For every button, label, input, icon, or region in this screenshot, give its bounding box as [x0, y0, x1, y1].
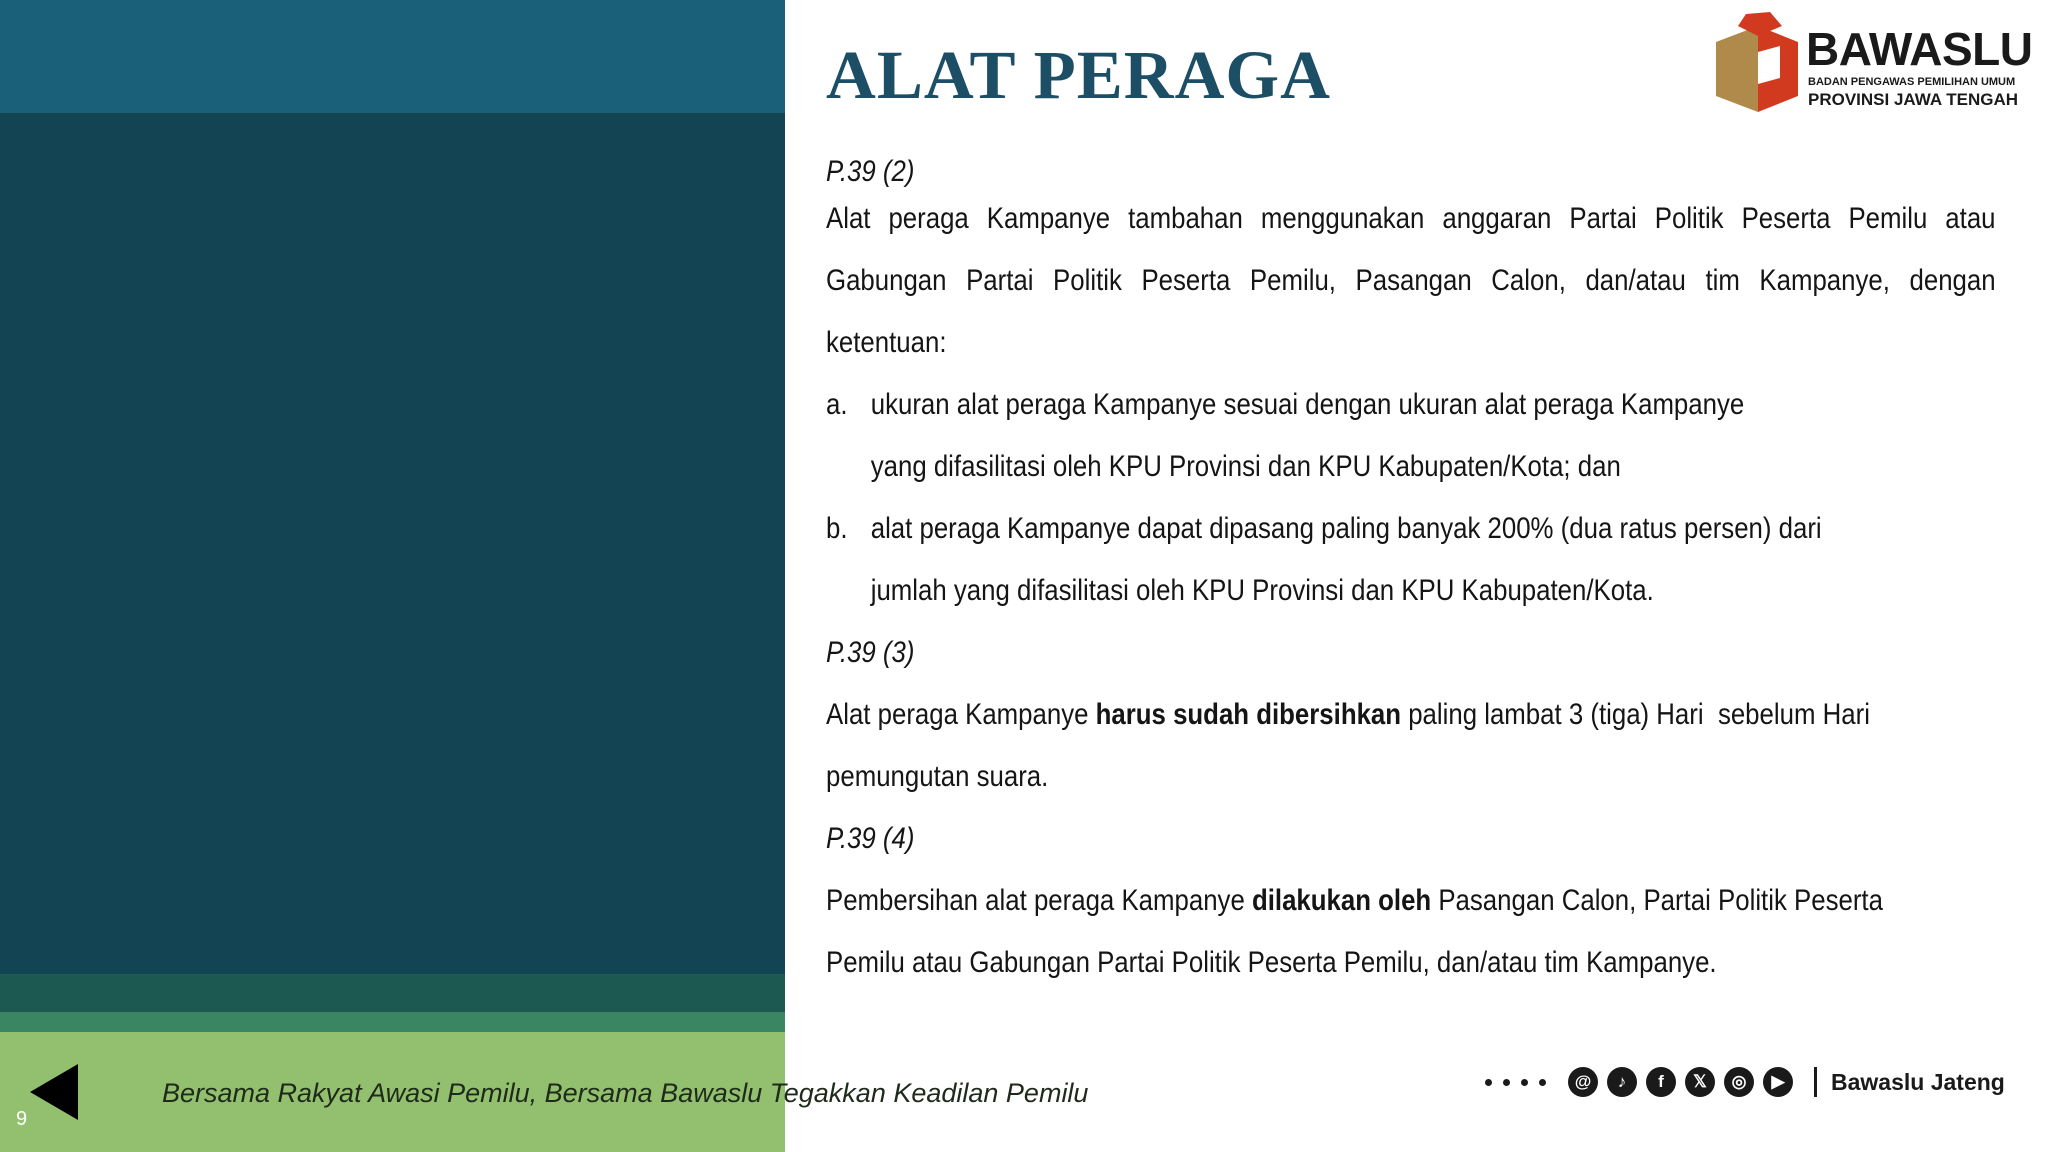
paragraph-line-justified: [826, 199, 1996, 239]
dot: [1503, 1079, 1510, 1086]
word: Gabungan: [826, 264, 947, 297]
paragraph-line: ketentuan:: [826, 326, 947, 359]
left-panel-main: [0, 113, 785, 974]
word: menggunakan: [1260, 202, 1425, 235]
word: dan/atau: [1585, 264, 1686, 297]
paragraph-text: paling lambat 3 (tiga) Hari sebelum Hari: [1401, 698, 1870, 731]
paragraph-text: Alat peraga Kampanye: [826, 698, 1096, 731]
footer-tagline: Bersama Rakyat Awasi Pemilu, Bersama Bawaslu Tegakkan Keadilan Pemilu: [162, 1078, 1089, 1108]
article-ref-39-4: P.39 (4): [826, 822, 915, 855]
word: Pemilu: [1848, 202, 1928, 235]
list-item-text: yang difasilitasi oleh KPU Provinsi dan KPU Kabupaten/Kota; dan: [870, 450, 1621, 483]
word: atau: [1945, 202, 1996, 235]
word: tim: [1705, 264, 1740, 297]
list-item-text: ukuran alat peraga Kampanye sesuai dengan ukuran alat peraga Kampanye: [870, 388, 1745, 421]
word: Alat: [826, 202, 871, 235]
word: dengan: [1909, 264, 1996, 297]
decorative-dots: [1485, 1079, 1546, 1086]
paragraph-text: Pembersihan alat peraga Kampanye: [826, 884, 1252, 917]
article-ref-39-2: P.39 (2): [826, 155, 915, 188]
dot: [1521, 1079, 1528, 1086]
word: Peserta: [1741, 202, 1831, 235]
social-handle[interactable]: Bawaslu Jateng: [1831, 1068, 2005, 1095]
word: Pemilu,: [1249, 264, 1336, 297]
tiktok-icon[interactable]: ♪: [1607, 1067, 1637, 1097]
divider: [1814, 1067, 1817, 1097]
word: Partai: [1569, 202, 1637, 235]
page-number: 9: [16, 1108, 28, 1130]
list-item-text: jumlah yang difasilitasi oleh KPU Provinsi dan KPU Kabupaten/Kota.: [870, 574, 1654, 607]
paragraph-line-justified: [826, 261, 1996, 301]
x-icon[interactable]: 𝕏: [1685, 1067, 1715, 1097]
word: peraga: [888, 202, 969, 235]
word: anggaran: [1442, 202, 1552, 235]
bawaslu-emblem-icon: [1712, 12, 1802, 116]
paragraph-line: [826, 881, 1883, 921]
word: Pasangan: [1355, 264, 1472, 297]
word: Peserta: [1141, 264, 1231, 297]
bawaslu-logo: [1712, 12, 2032, 116]
left-band-dark: [0, 974, 785, 1012]
word: Calon,: [1491, 264, 1566, 297]
article-ref-39-3: P.39 (3): [826, 636, 915, 669]
logo-subtitle: BADAN PENGAWAS PEMILIHAN UMUM: [1808, 76, 2016, 88]
word: Politik: [1654, 202, 1724, 235]
dot: [1485, 1079, 1492, 1086]
emphasis-text: dilakukan oleh: [1251, 884, 1432, 917]
logo-province: PROVINSI JAWA TENGAH: [1808, 90, 2019, 109]
logo-name: BAWASLU: [1806, 23, 2033, 75]
paragraph-line: Pemilu atau Gabungan Partai Politik Peserta Pemilu, dan/atau tim Kampanye.: [826, 946, 1717, 979]
threads-icon[interactable]: @: [1568, 1067, 1598, 1097]
word: Kampanye,: [1759, 264, 1890, 297]
word: Kampanye: [986, 202, 1111, 235]
list-marker: b.: [826, 512, 848, 545]
youtube-icon[interactable]: ▶: [1763, 1067, 1793, 1097]
word: Partai: [966, 264, 1034, 297]
paragraph-text: Pasangan Calon, Partai Politik Peserta: [1431, 884, 1883, 917]
dot: [1539, 1079, 1546, 1086]
left-band-mid: [0, 1012, 785, 1032]
list-marker: a.: [826, 388, 848, 421]
paragraph-line: [826, 695, 1870, 735]
word: Politik: [1053, 264, 1122, 297]
facebook-icon[interactable]: f: [1646, 1067, 1676, 1097]
social-bar: [1485, 1060, 2005, 1104]
paragraph-line: pemungutan suara.: [826, 760, 1049, 793]
left-panel-top: [0, 0, 785, 113]
instagram-icon[interactable]: ◎: [1724, 1067, 1754, 1097]
previous-slide-icon[interactable]: [28, 1062, 82, 1122]
word: tambahan: [1128, 202, 1243, 235]
slide-title: ALAT PERAGA: [826, 37, 1331, 113]
list-item-text: alat peraga Kampanye dapat dipasang paling banyak 200% (dua ratus persen) dari: [870, 512, 1822, 545]
emphasis-text: harus sudah dibersihkan: [1095, 698, 1402, 731]
